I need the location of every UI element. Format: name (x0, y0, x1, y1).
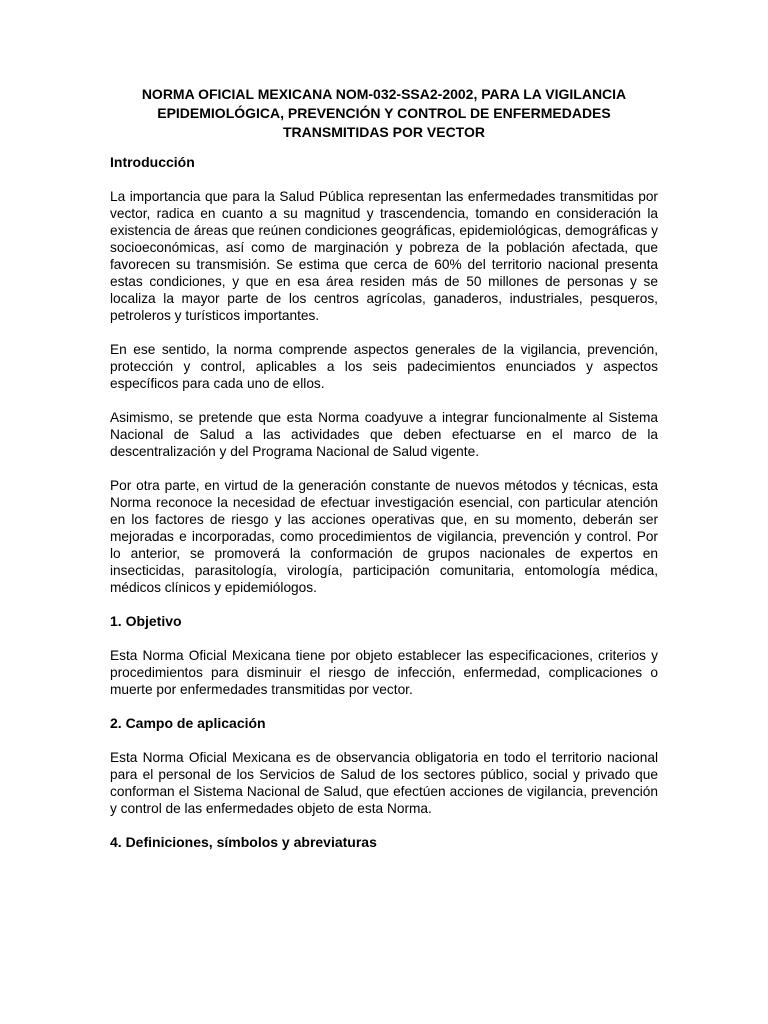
intro-paragraph: La importancia que para la Salud Pública representan las enfermedades transmitidas por vector, radica en cuanto a su magnitud y trascendencia, tomando en consideración la existencia de áreas que reúnen condiciones geográficas, epidemiológicas, demográficas y socioeconómicas, así como de marginación y pobreza de la población afectada, que favorecen su transmisión. Se estima que cerca de 60% del territorio nacional presenta estas condiciones, y que en esa área residen más de 50 millones de personas y se localiza la mayor parte de los centros agrícolas, ganaderos, industriales, pesqueros, petroleros y turísticos importantes. (110, 189, 658, 323)
title-line: TRANSMITIDAS POR VECTOR (283, 124, 485, 140)
intro-paragraph: Asimismo, se pretende que esta Norma coadyuve a integrar funcionalmente al Sistema Nacional de Salud a las actividades que deben efectuarse en el marco de la descentralización y del Programa Nacional de Salud vigente. (110, 410, 658, 459)
section-heading-campo: 2. Campo de aplicación (110, 715, 266, 731)
section-paragraph-objetivo: Esta Norma Oficial Mexicana tiene por objeto establecer las especificaciones, criterios y procedimientos para disminuir el riesgo de infección, enfermedad, complicaciones o muerte por enfermedades transmitidas por vector. (110, 648, 658, 697)
section-heading-definiciones: 4. Definiciones, símbolos y abreviaturas (110, 834, 377, 850)
intro-paragraph: Por otra parte, en virtud de la generación constante de nuevos métodos y técnicas, esta Norma reconoce la necesidad de efectuar investigación esencial, con particular atención en los factores de riesgo y las acciones operativas que, en su momento, deberán ser mejoradas e incorporadas, como procedimientos de vigilancia, prevención y control. Por lo anterior, se promoverá la conformación de grupos nacionales de expertos en insecticidas, parasitología, virología, participación comunitaria, entomología médica, médicos clínicos y epidemiólogos. (110, 478, 658, 595)
document-page (110, 85, 658, 868)
intro-paragraph: En ese sentido, la norma comprende aspectos generales de la vigilancia, prevención, protección y control, aplicables a los seis padecimientos enunciados y aspectos específicos para cada uno de ellos. (110, 342, 658, 391)
document-title (110, 85, 658, 142)
section-heading-objetivo: 1. Objetivo (110, 613, 182, 629)
intro-heading: Introducción (110, 154, 195, 170)
title-line: NORMA OFICIAL MEXICANA NOM-032-SSA2-2002, PARA LA VIGILANCIA (141, 86, 627, 102)
section-paragraph-campo: Esta Norma Oficial Mexicana es de observancia obligatoria en todo el territorio nacional para el personal de los Servicios de Salud de los sectores público, social y privado que conforman el Sistema Nacional de Salud, que efectúen acciones de vigilancia, prevención y control de las enfermedades objeto de esta Norma. (110, 750, 658, 816)
title-line: EPIDEMIOLÓGICA, PREVENCIÓN Y CONTROL DE ENFERMEDADES (157, 105, 611, 121)
